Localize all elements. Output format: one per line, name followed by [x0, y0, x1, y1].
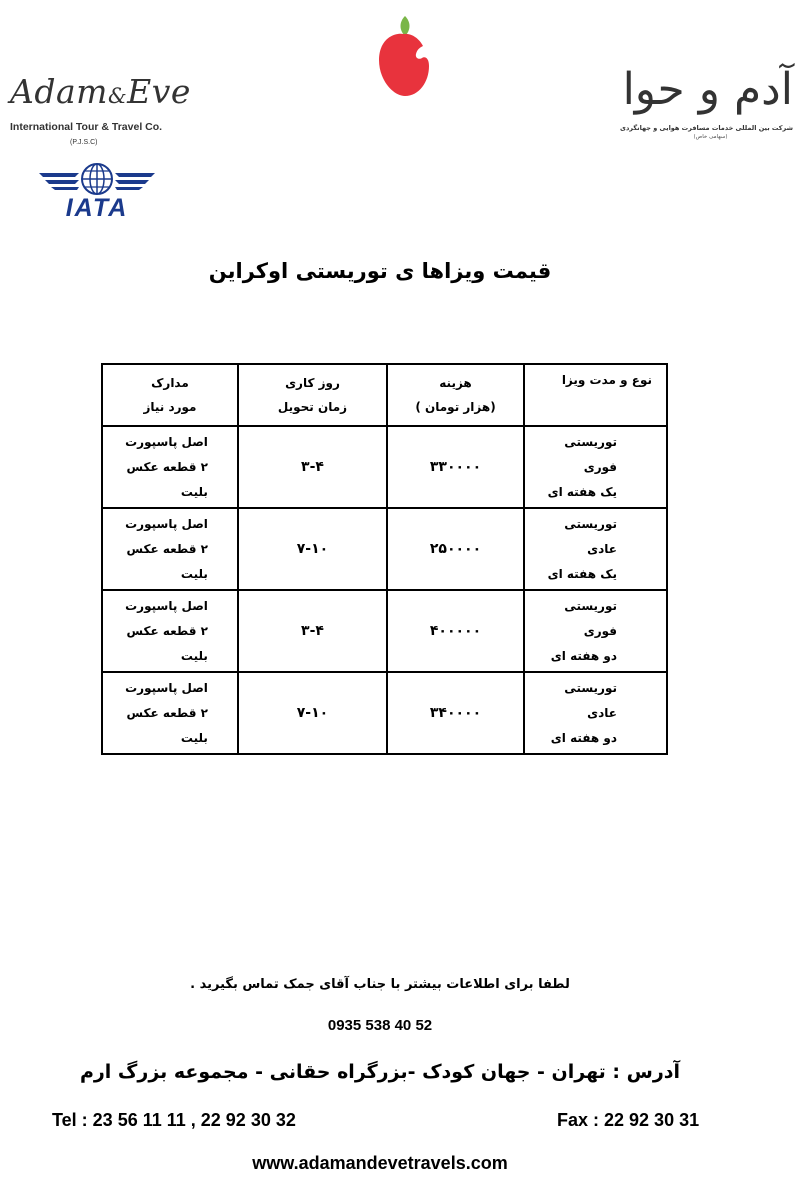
apple-logo-icon [375, 12, 433, 100]
documents-cell: اصل پاسپورت ۲ قطعه عکس بلیت [102, 590, 238, 672]
iata-logo [37, 163, 157, 221]
company-type-en: (P.J.S.C) [70, 139, 98, 146]
contact-note: لطفا برای اطلاعات بیشتر با جناب آقای جمک تماس بگیرید . [190, 977, 570, 992]
visa-type-cell: توریستی فوری دو هفته ای [524, 590, 667, 672]
table-row [102, 426, 667, 508]
address: آدرس : تهران - جهان کودک -بزرگراه حقانی - مجموعه بزرگ ارم [79, 1061, 681, 1083]
header-cost: هزینه (هزار تومان ) [387, 364, 524, 426]
visa-price-table [101, 363, 668, 755]
delivery-days-cell: ۳-۴ [238, 590, 387, 672]
brand-name-fa: آدم و حوا [622, 64, 793, 115]
delivery-days-cell: ۷-۱۰ [238, 508, 387, 590]
brand-name-en: Adam&Eve [10, 72, 191, 111]
documents-cell: اصل پاسپورت ۲ قطعه عکس بلیت [102, 672, 238, 754]
phone-number: 0935 538 40 52 [327, 1017, 433, 1034]
company-name-fa: شرکت بین المللی خدمات مسافرت هوایی و جهانگردی [620, 124, 793, 132]
header-documents: مدارک مورد نیاز [102, 364, 238, 426]
fax-number: Fax : 22 92 30 31 [557, 1110, 700, 1130]
delivery-days-cell: ۳-۴ [238, 426, 387, 508]
company-logo-en [10, 72, 200, 146]
cost-cell: ۳۳۰۰۰۰ [387, 426, 524, 508]
visa-type-cell: توریستی عادی یک هفته ای [524, 508, 667, 590]
cost-cell: ۳۴۰۰۰۰ [387, 672, 524, 754]
cost-cell: ۴۰۰۰۰۰ [387, 590, 524, 672]
visa-type-cell: توریستی عادی دو هفته ای [524, 672, 667, 754]
website-link[interactable]: www.adamandevetravels.com [252, 1153, 508, 1173]
header-delivery-days: روز کاری زمان تحویل [238, 364, 387, 426]
tel-numbers: Tel : 23 56 11 11 , 22 92 30 32 [52, 1110, 296, 1130]
delivery-days-cell: ۷-۱۰ [238, 672, 387, 754]
table-row [102, 672, 667, 754]
company-logo-fa [620, 58, 793, 140]
company-name-en: International Tour & Travel Co. [10, 121, 163, 133]
visa-type-cell: توریستی فوری یک هفته ای [524, 426, 667, 508]
documents-cell: اصل پاسپورت ۲ قطعه عکس بلیت [102, 426, 238, 508]
documents-cell: اصل پاسپورت ۲ قطعه عکس بلیت [102, 508, 238, 590]
header-visa-type: نوع و مدت ویزا [524, 364, 667, 426]
cost-cell: ۲۵۰۰۰۰ [387, 508, 524, 590]
page-title: قیمت ویزاها ی توریستی اوکراین [208, 259, 552, 283]
company-type-fa: (سهامی خاص) [693, 134, 728, 140]
iata-text: IATA [65, 194, 129, 222]
table-row [102, 590, 667, 672]
table-header-row [102, 364, 667, 426]
iata-globe-icon [37, 163, 157, 197]
table-row [102, 508, 667, 590]
